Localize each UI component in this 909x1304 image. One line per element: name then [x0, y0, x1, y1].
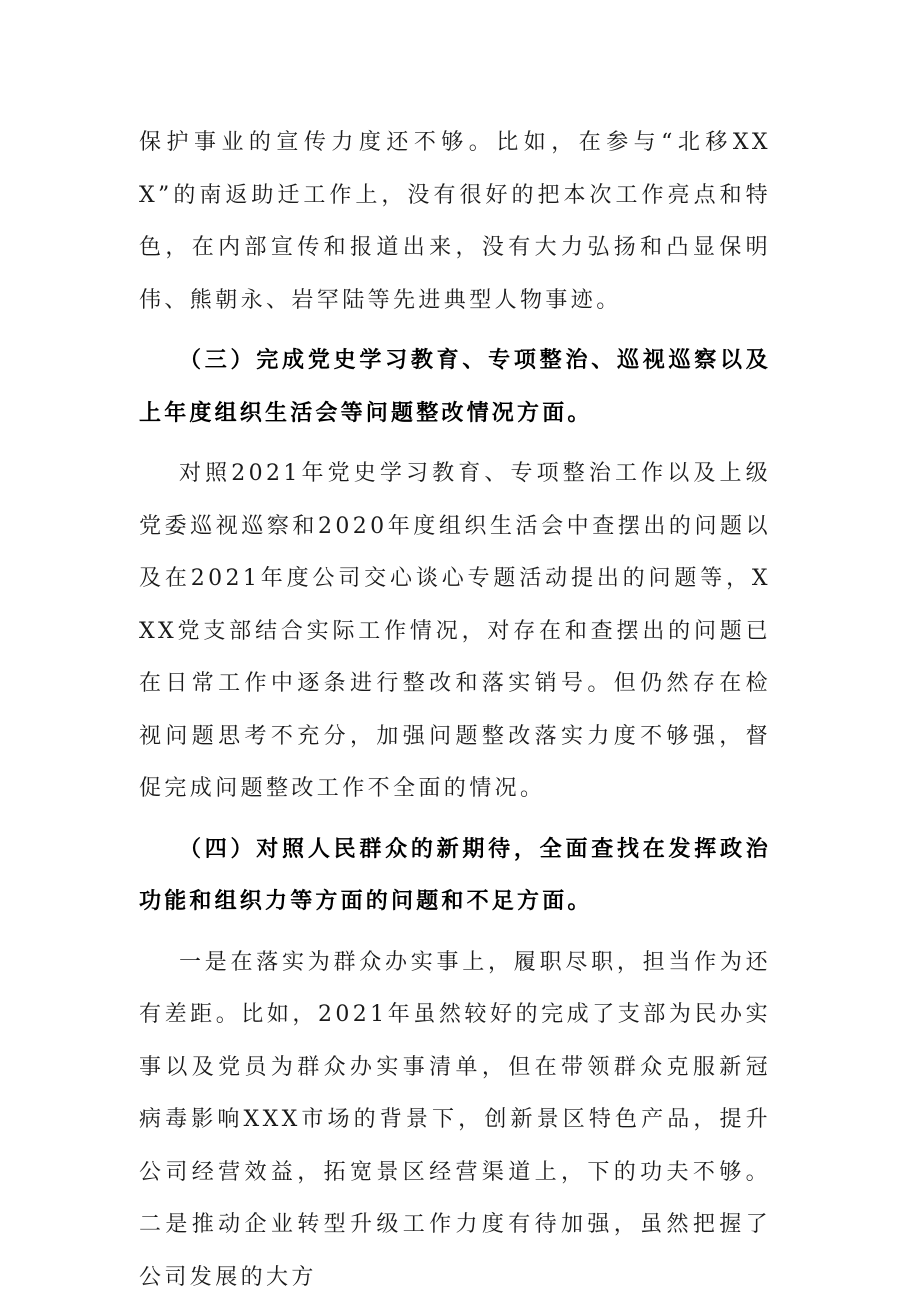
paragraph-spacer	[139, 327, 771, 335]
paragraph-publicity-shortfall: 保护事业的宣传力度还不够。比如，在参与“北移XXX”的南返助迁工作上，没有很好的把本次工作亮点和特色，在内部宣传和报道出来，没有大力弘扬和凸显保明伟、熊朝永、岩罕陆等先进典型人物事迹。	[139, 117, 771, 327]
paragraph-spacer	[139, 816, 771, 824]
paragraph-spacer	[139, 440, 771, 448]
paragraph-spacer	[139, 929, 771, 937]
document-body	[139, 117, 771, 1304]
section-heading-4: （四）对照人民群众的新期待，全面查找在发挥政治功能和组织力等方面的问题和不足方面。	[139, 824, 771, 929]
section-heading-3: （三）完成党史学习教育、专项整治、巡视巡察以及上年度组织生活会等问题整改情况方面。	[139, 335, 771, 440]
paragraph-rectification: 对照2021年党史学习教育、专项整治工作以及上级党委巡视巡察和2020年度组织生活会中查摆出的问题以及在2021年度公司交心谈心专题活动提出的问题等，XXX党支部结合实际工作情况，对存在和查摆出的问题已在日常工作中逐条进行整改和落实销号。但仍然存在检视问题思考不充分，加强问题整改落实力度不够强，督促完成问题整改工作不全面的情况。	[139, 448, 771, 816]
paragraph-public-service: 一是在落实为群众办实事上，履职尽职，担当作为还有差距。比如，2021年虽然较好的完成了支部为民办实事以及党员为群众办实事清单，但在带领群众克服新冠病毒影响XXX市场的背景下，创新景区特色产品，提升公司经营效益，拓宽景区经营渠道上，下的功夫不够。二是推动企业转型升级工作力度有待加强，虽然把握了公司发展的大方	[139, 937, 771, 1304]
